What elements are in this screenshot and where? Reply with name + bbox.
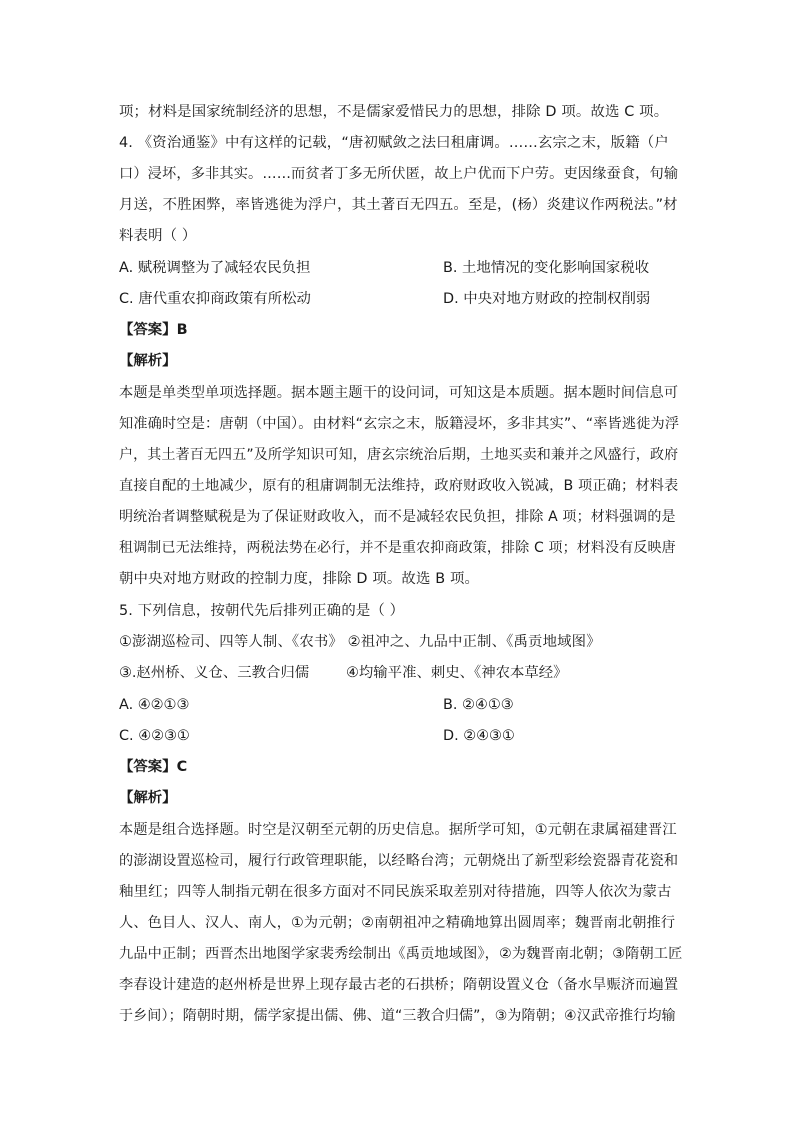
analysis-label: 【解析】 [119,353,177,369]
option-d: D. ②④③① [443,728,515,744]
question-5-item-3: ③.赵州桥、义仓、三教合归儒 [119,665,310,681]
analysis-line: 于乡间）；隋朝时期，儒学家提出儒、佛、道“三教合归儒”，③为隋朝；④汉武帝推行均输 [119,1008,676,1024]
analysis-label: 【解析】 [119,790,177,806]
question-5-items: ①澎湖巡检司、四等人制、《农书》 ②祖冲之、九品中正制、《禹贡地域图》 [119,634,601,650]
analysis-line: 明统治者调整赋税是为了保证财政收入，而不是减轻农民负担，排除 A 项；材料强调的是 [119,509,676,525]
analysis-line: 的澎湖设置巡检司，履行行政管理职能，以经略台湾；元朝烧出了新型彩绘瓷器青花瓷和 [119,853,679,869]
option-c: C. ④②③① [119,728,190,744]
analysis-line: 朝中央对地方财政的控制力度，排除 D 项。故选 B 项。 [119,571,480,587]
analysis-line: 直接自配的土地减少，原有的租庸调制无法维持，政府财政收入锐减，B 项正确；材料表 [119,478,679,494]
option-b: B. ②④①③ [443,697,514,713]
option-a: A. ④②①③ [119,697,190,713]
analysis-line: 人、色目人、汉人、南人，①为元朝；②南朝祖冲之精确地算出圆周率；魏晋南北朝推行 [119,915,676,931]
answer-label: 【答案】B [119,322,188,338]
analysis-line: 九品中正制；西晋杰出地图学家裴秀绘制出《禹贡地域图》，②为魏晋南北朝；③隋朝工匠 [119,946,683,962]
analysis-line: 知准确时空是：唐朝（中国）。由材料“玄宗之末，版籍浸坏，多非其实”、“率皆逃徙为浮 [119,416,680,432]
question-5-item-4: ④均输平准、刺史、《神农本草经》 [346,665,568,681]
analysis-line: 本题是单类型单项选择题。据本题主题干的设问词，可知这是本质题。据本题时间信息可 [119,385,679,401]
question-4-stem: 料表明（ ） [119,228,197,244]
analysis-line: 本题是组合选择题。时空是汉朝至元朝的历史信息。据所学可知，①元朝在隶属福建晋江 [119,822,677,838]
answer-label: 【答案】C [119,759,188,775]
analysis-line: 釉里红；四等人制指元朝在很多方面对不同民族采取差别对待措施，四等人依次为蒙古 [119,884,672,900]
analysis-line: 户，其土著百无四五”及所学知识可知，唐玄宗统治后期，土地买卖和兼并之风盛行，政府 [119,447,679,463]
question-4-stem: 4. 《资治通鉴》中有这样的记载，“唐初赋敛之法曰租庸调。……玄宗之末，版籍（户 [119,135,669,151]
option-b: B. 土地情况的变化影响国家税收 [443,260,650,276]
analysis-line: 李春设计建造的赵州桥是世界上现存最古老的石拱桥；隋朝设置义仓（备水旱赈济而遍置 [119,977,679,993]
text-line: 项；材料是国家统制经济的思想，不是儒家爱惜民力的思想，排除 D 项。故选 C 项。 [119,104,669,120]
question-5-stem: 5. 下列信息，按朝代先后排列正确的是（ ） [119,603,405,619]
analysis-line: 租调制已无法维持，两税法势在必行，并不是重农抑商政策，排除 C 项；材料没有反映唐 [119,540,676,556]
question-4-stem: 口）浸坏，多非其实。……而贫者丁多无所伏匿，故上户优而下户劳。吏因缘蚕食，旬输 [119,166,679,182]
question-4-stem: 月送，不胜困弊，率皆逃徙为浮户，其土著百无四五。至是，(杨）炎建议作两税法。”材 [119,197,678,213]
option-a: A. 赋税调整为了减轻农民负担 [119,260,311,276]
option-c: C. 唐代重农抑商政策有所松动 [119,291,311,307]
option-d: D. 中央对地方财政的控制权削弱 [443,291,651,307]
